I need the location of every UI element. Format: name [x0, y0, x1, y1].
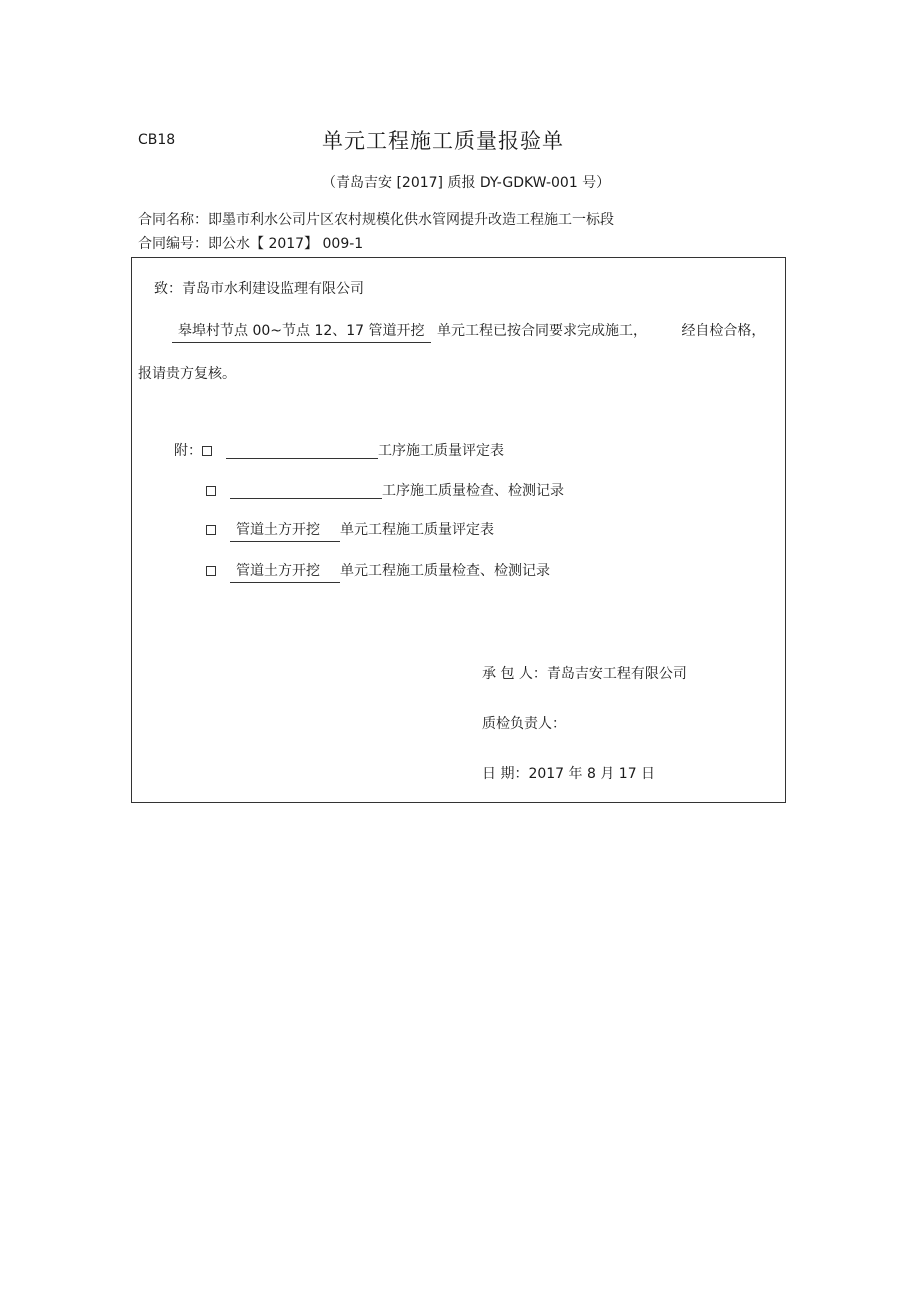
form-code: CB18 — [138, 132, 176, 148]
attachment-checkbox-2[interactable] — [206, 486, 216, 496]
attachment-row-2 — [206, 480, 564, 500]
date-line — [482, 763, 655, 783]
attachment-checkbox-3[interactable] — [206, 525, 216, 535]
attachment-text-2: 工序施工质量检查、检测记录 — [382, 483, 564, 499]
attachment-row-4 — [206, 560, 550, 583]
inspector-line: 质检负责人： — [482, 716, 566, 732]
attachment-row-3 — [206, 519, 494, 542]
attachment-text-4: 单元工程施工质量检查、检测记录 — [340, 563, 550, 579]
attachment-fill-2[interactable] — [230, 484, 382, 499]
attachment-text-3: 单元工程施工质量评定表 — [340, 522, 494, 538]
submit-line: 报请贵方复核。 — [138, 366, 236, 382]
attachment-text-1: 工序施工质量评定表 — [378, 443, 504, 459]
contract-number: 合同编号：即公水【 2017】 009-1 — [138, 236, 364, 252]
recipient-line: 致：青岛市水利建设监理有限公司 — [154, 281, 364, 297]
contractor-line: 承 包 人：青岛吉安工程有限公司 — [482, 666, 687, 682]
attachment-fill-4[interactable]: 管道土方开挖 — [230, 560, 340, 583]
report-box — [131, 257, 786, 803]
reference-number: （青岛吉安 [2017] 质报 DY-GDKW-001 号） — [322, 175, 611, 191]
attachment-fill-1[interactable] — [226, 444, 378, 459]
attachment-label-row — [174, 440, 504, 460]
unit-scope-line — [172, 320, 765, 343]
attachment-fill-3[interactable]: 管道土方开挖 — [230, 519, 340, 542]
completion-text: 单元工程已按合同要求完成施工， — [436, 323, 647, 339]
attachment-label: 附： — [174, 443, 202, 459]
self-check-text: 经自检合格， — [681, 323, 766, 339]
date-value: 2017 年 8 月 17 日 — [528, 766, 656, 782]
attachment-checkbox-4[interactable] — [206, 566, 216, 576]
contract-name: 合同名称：即墨市利水公司片区农村规模化供水管网提升改造工程施工一标段 — [138, 212, 614, 228]
page-title: 单元工程施工质量报验单 — [322, 129, 564, 153]
unit-scope-field: 皋埠村节点 00~节点 12、17 管道开挖 — [172, 320, 431, 343]
date-label: 日 期： — [482, 766, 529, 782]
attachment-checkbox-1[interactable] — [202, 446, 212, 456]
